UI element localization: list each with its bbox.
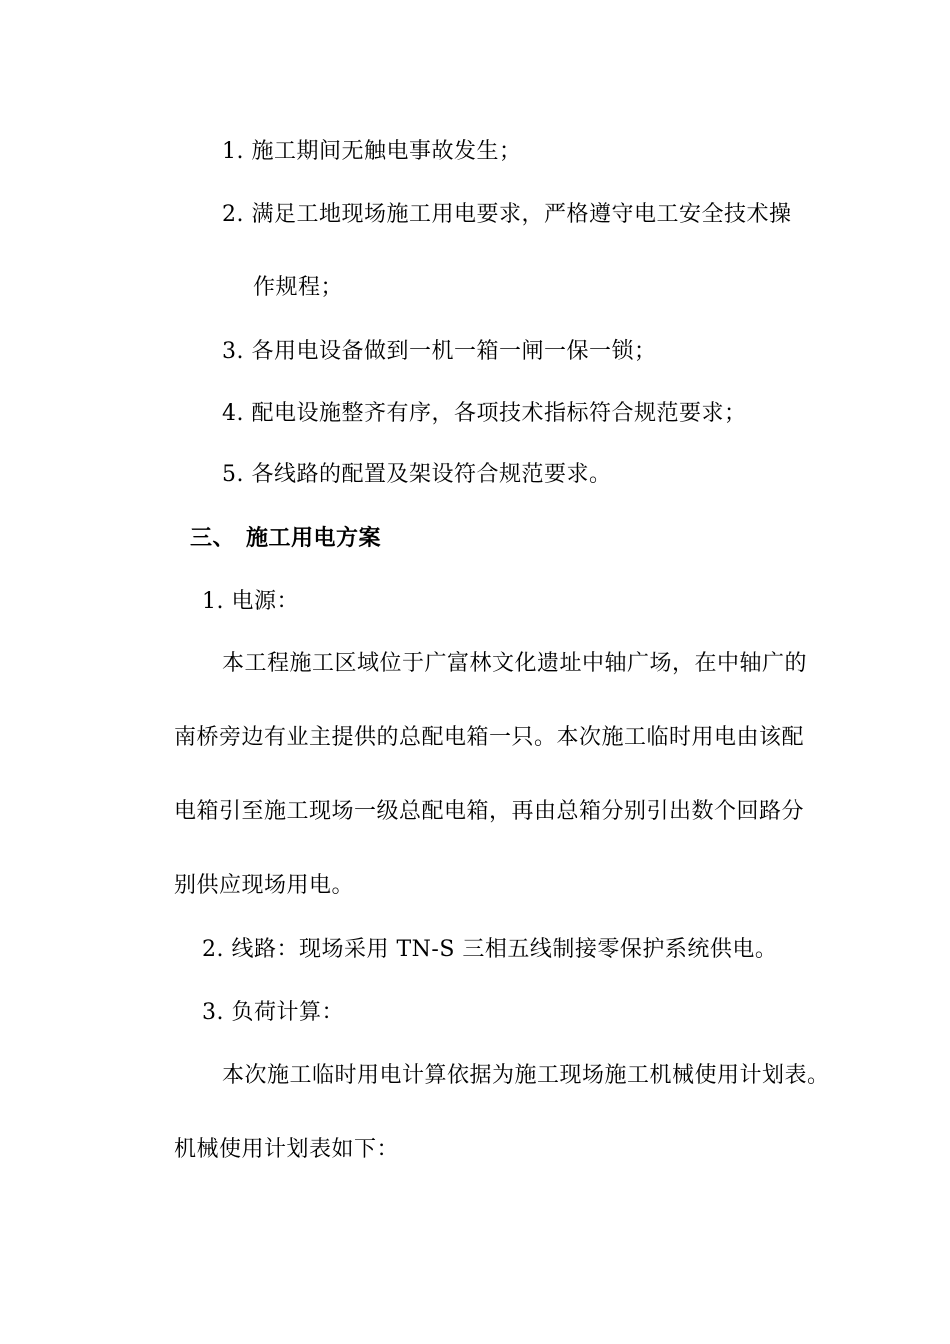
power-source-para-line-1: 本工程施工区域位于广富林文化遗址中轴广场，在中轴广的 [222,651,808,676]
goal-item-2-line-1: 2. 满足工地现场施工用电要求，严格遵守电工安全技术操 [222,202,792,227]
load-calc-para-line-2: 机械使用计划表如下： [174,1137,400,1162]
section-heading [190,523,381,553]
wiring-line: 2. 线路：现场采用 TN-S 三相五线制接零保护系统供电。 [202,937,778,962]
power-source-para-line-3: 电箱引至施工现场一级总配电箱，再由总箱分别引出数个回路分 [174,799,805,824]
goal-item-3: 3. 各用电设备做到一机一箱一闸一保一锁； [222,339,657,364]
goal-item-1: 1. 施工期间无触电事故发生； [222,139,522,164]
power-source-para-line-2: 南桥旁边有业主提供的总配电箱一只。本次施工临时用电由该配 [174,725,805,750]
load-calc-para-line-1: 本次施工临时用电计算依据为施工现场施工机械使用计划表。 [222,1063,830,1088]
goal-item-2-line-2: 作规程； [253,275,344,300]
goal-item-5: 5. 各线路的配置及架设符合规范要求。 [222,462,612,487]
power-source-para-line-4: 别供应现场用电。 [174,873,355,898]
load-calc-label: 3. 负荷计算： [202,1000,344,1025]
goal-item-4: 4. 配电设施整齐有序，各项技术指标符合规范要求； [222,401,747,426]
section-title: 施工用电方案 [246,525,382,551]
power-source-label: 1. 电源： [202,589,299,614]
section-number: 三、 [190,525,236,551]
